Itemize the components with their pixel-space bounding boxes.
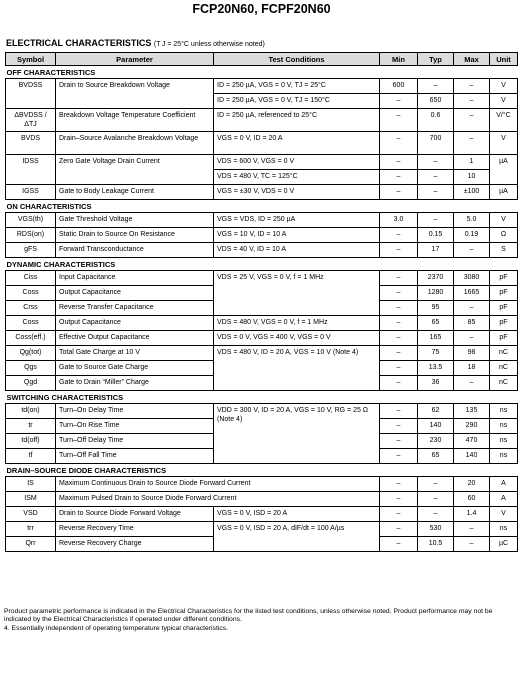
table-row: BVDSS Drain to Source Breakdown Voltage ID = 250 µA, VGS = 0 V, TJ = 25°C 600 – – V — [6, 79, 518, 94]
table-row: td(off) Turn–Off Delay Time – 230 470 ns — [6, 434, 518, 449]
table-row: IGSS Gate to Body Leakage Current VGS = ±30 V, VDS = 0 V – – ±100 µA — [6, 185, 518, 200]
section-switching: SWITCHING CHARACTERISTICS — [6, 391, 518, 404]
header-min: Min — [380, 53, 418, 66]
table-row: Qgs Gate to Source Gate Charge – 13.5 18 nC — [6, 361, 518, 376]
table-row: Qrr Reverse Recovery Charge – 10.5 – µC — [6, 537, 518, 552]
section-title: ELECTRICAL CHARACTERISTICS (T J = 25°C unless otherwise noted) — [6, 38, 265, 48]
table-row: BVDS Drain–Source Avalanche Breakdown Voltage VGS = 0 V, ID = 20 A – 700 – V — [6, 132, 518, 155]
table-row: gFS Forward Transconductance VDS = 40 V, ID = 10 A – 17 – S — [6, 243, 518, 258]
section-condition: (T J = 25°C unless otherwise noted) — [153, 41, 265, 48]
table-row: VDS = 480 V, TC = 125°C – – 10 — [6, 170, 518, 185]
table-row: IS Maximum Continuous Drain to Source Diode Forward Current – – 20 A — [6, 477, 518, 492]
table-row: Coss Output Capacitance – 1280 1665 pF — [6, 286, 518, 301]
header-max: Max — [454, 53, 490, 66]
table-row: Coss Output Capacitance VDS = 480 V, VGS = 0 V, f = 1 MHz – 65 85 pF — [6, 316, 518, 331]
header-conditions: Test Conditions — [214, 53, 380, 66]
section-on: ON CHARACTERISTICS — [6, 200, 518, 213]
footnotes — [4, 608, 519, 633]
header-row — [6, 53, 518, 66]
table-row: td(on) Turn–On Delay Time VDD = 300 V, ID = 20 A, VGS = 10 V, RG = 25 Ω (Note 4) – 62 135 ns — [6, 404, 518, 419]
table-row: VSD Drain to Source Diode Forward Voltage VGS = 0 V, ISD = 20 A – – 1.4 V — [6, 507, 518, 522]
table-row: Coss(eff.) Effective Output Capacitance VDS = 0 V, VGS = 400 V, VGS = 0 V – 165 – pF — [6, 331, 518, 346]
table-row: Ciss Input Capacitance VDS = 25 V, VGS = 0 V, f = 1 MHz – 2370 3080 pF — [6, 271, 518, 286]
table-row: ID = 250 µA, VGS = 0 V, TJ = 150°C – 650 – V — [6, 94, 518, 109]
table-row: ΔBVDSS / ΔTJ Breakdown Voltage Temperature Coefficient ID = 250 µA, referenced to 25°C – 0.6 – V/°C — [6, 109, 518, 132]
table-row: Crss Reverse Transfer Capacitance – 95 – pF — [6, 301, 518, 316]
section-off: OFF CHARACTERISTICS — [6, 66, 518, 79]
note-performance: Product parametric performance is indicated in the Electrical Characteristics for the listed test conditions, unless otherwise noted. Product performance may not be indicated by the Electrical Characteristics if operated under different conditions. — [4, 608, 493, 624]
table-row: ISM Maximum Pulsed Drain to Source Diode Forward Current – – 60 A — [6, 492, 518, 507]
table-row: RDS(on) Static Drain to Source On Resistance VGS = 10 V, ID = 10 A – 0.15 0.19 Ω — [6, 228, 518, 243]
section-diode: DRAIN–SOURCE DIODE CHARACTERISTICS — [6, 464, 518, 477]
electrical-characteristics-table — [5, 52, 518, 552]
table-row: VGS(th) Gate Threshold Voltage VGS = VDS, ID = 250 µA 3.0 – 5.0 V — [6, 213, 518, 228]
section-dynamic: DYNAMIC CHARACTERISTICS — [6, 258, 518, 271]
table-row: trr Reverse Recovery Time VGS = 0 V, ISD = 20 A, dIF/dt = 100 A/µs – 530 – ns — [6, 522, 518, 537]
table-row: tr Turn–On Rise Time – 140 290 ns — [6, 419, 518, 434]
header-unit: Unit — [490, 53, 518, 66]
header-parameter: Parameter — [56, 53, 214, 66]
header-typ: Typ — [418, 53, 454, 66]
table-row: Qg(tot) Total Gate Charge at 10 V VDS = 480 V, ID = 20 A, VGS = 10 V (Note 4) – 75 98 nC — [6, 346, 518, 361]
note-4: 4. Essentially independent of operating temperature typical characteristics. — [4, 624, 229, 632]
document-title: FCP20N60, FCPF20N60 — [192, 2, 331, 16]
header-symbol: Symbol — [6, 53, 56, 66]
table-row: Qgd Gate to Drain “Miller” Charge – 36 – nC — [6, 376, 518, 391]
table-row: IDSS Zero Gate Voltage Drain Current VDS = 600 V, VGS = 0 V – – 1 µA — [6, 155, 518, 170]
table-row: tf Turn–Off Fall Time – 65 140 ns — [6, 449, 518, 464]
